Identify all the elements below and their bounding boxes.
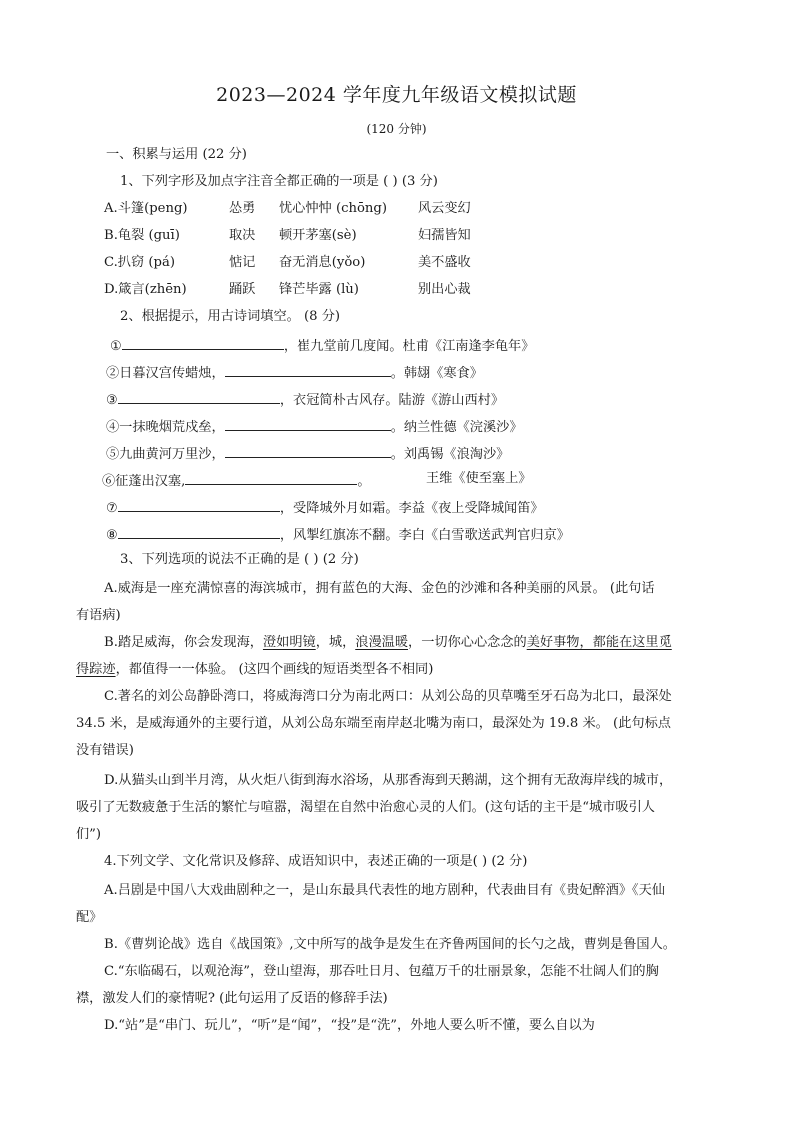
option-word: 忧心忡忡 (chōng) xyxy=(279,201,387,216)
answer-blank[interactable] xyxy=(118,389,280,404)
poem-line: ②日暮汉宫传蜡烛， 。韩翃《寒食》 xyxy=(106,362,483,383)
option-word: 惦记 xyxy=(229,255,256,270)
underlined-phrase: 美好事物，都能在这里觅 xyxy=(526,635,672,650)
underlined-phrase: 浪漫温暖 xyxy=(355,635,409,650)
q3-option-d-line3: 们”) xyxy=(76,827,102,842)
poem-line: ③ ，衣冠简朴古风存。陆游《游山西村》 xyxy=(106,389,504,410)
q4-option-b-line1: B.《曹刿论战》选自《战国策》,文中所写的战争是发生在齐鲁两国间的长勺之战，曹刿是鲁国人。 xyxy=(104,937,676,952)
answer-blank[interactable] xyxy=(185,470,357,485)
answer-blank[interactable] xyxy=(225,443,391,458)
option-word: 锋芒毕露 (lù) xyxy=(279,282,359,297)
q3-option-d-line2: 吸引了无数疲惫于生活的繁忙与喧嚣，渴望在自然中治愈心灵的人们。(这句话的主干是“城市吸引人 xyxy=(76,800,655,815)
answer-blank[interactable] xyxy=(225,362,391,377)
option-word: 取决 xyxy=(229,228,256,243)
underlined-phrase: 得踪迹 xyxy=(76,662,116,677)
q3-option-d-line1: D.从猫头山到半月湾，从火炬八街到海水浴场，从那香海到天鹅湖，这个拥有无敌海岸线的城市， xyxy=(104,773,673,788)
poem-line: ④一抹晚烟荒戍垒， 。纳兰性德《浣溪沙》 xyxy=(106,416,523,437)
q3-option-c-line3: 没有错误) xyxy=(76,743,134,758)
poem-line: ⑦ ，受降城外月如霜。李益《夜上受降城闻笛》 xyxy=(106,497,544,518)
option-word: 怂勇 xyxy=(229,201,256,216)
q1-option-d: D.箴言(zhēn) xyxy=(104,282,187,297)
option-word: 别出心裁 xyxy=(418,282,471,297)
q3-option-b-line1: B.踏足威海，你会发现海，澄如明镜，城，浪漫温暖，一切你心心念念的美好事物，都能在这里觅 xyxy=(104,635,672,650)
q4-option-a-line2: 配》 xyxy=(76,910,103,925)
q1-option-c: C.扒窃 (pá) xyxy=(104,255,175,270)
poem-line: ⑤九曲黄河万里沙， 。刘禹锡《浪淘沙》 xyxy=(106,443,509,464)
q2-stem: 2、根据提示，用古诗词填空。 (8 分) xyxy=(120,309,341,324)
q4-option-c-line1: C.“东临碣石，以观沧海”，登山望海，那吞吐日月、包蕴万千的壮丽景象，怎能不壮阔人们的胸 xyxy=(104,964,659,979)
q3-option-b-line2: 得踪迹，都值得一一体验。 (这四个画线的短语类型各不相同) xyxy=(76,662,434,677)
q1-stem: 1、下列字形及加点字注音全都正确的一项是 ( ) (3 分) xyxy=(120,174,438,189)
underlined-phrase: 澄如明镜 xyxy=(262,635,316,650)
q3-option-a-line2: 有语病) xyxy=(76,608,121,623)
option-word: 奋无消息(yǒo) xyxy=(279,255,366,270)
exam-duration: (120 分钟) xyxy=(366,122,427,136)
poem-source: 王维《使至塞上》 xyxy=(426,471,532,486)
q1-option-b: B.龟裂 (guī) xyxy=(104,228,180,243)
answer-blank[interactable] xyxy=(118,524,280,539)
answer-blank[interactable] xyxy=(225,416,391,431)
poem-line: ⑧ ，风掣红旗冻不翻。李白《白雪歌送武判官归京》 xyxy=(106,524,570,545)
poem-line: ① ，崔九堂前几度闻。杜甫《江南逢李龟年》 xyxy=(110,335,534,356)
q3-option-c-line2: 34.5 米，是威海通外的主要行道，从刘公岛东端至南岸赵北嘴为南口，最深处为 19.8 米。 (此句标点 xyxy=(76,716,671,731)
option-word: 踊跃 xyxy=(229,282,256,297)
q3-option-c-line1: C.著名的刘公岛静卧湾口，将威海湾口分为南北两口：从刘公岛的贝草嘴至牙石岛为北口，最深处 xyxy=(104,689,672,704)
option-word: 风云变幻 xyxy=(418,201,471,216)
q4-option-d-line1: D.“站”是“串门、玩儿”，“听”是“闻”，“投”是“洗”，外地人要么听不懂，要么自以为 xyxy=(104,1018,595,1033)
q4-option-a-line1: A.吕剧是中国八大戏曲剧种之一，是山东最具代表性的地方剧种，代表曲目有《贵妃醉酒》《天仙 xyxy=(104,883,665,898)
q1-option-a xyxy=(104,200,188,218)
answer-blank[interactable] xyxy=(118,497,280,512)
q3-stem: 3、下列选项的说法不正确的是 ( ) (2 分) xyxy=(120,552,359,567)
option-word: 妇孺皆知 xyxy=(418,228,471,243)
option-label: A.斗篷(peng) xyxy=(104,201,188,216)
section-heading: 一、积累与运用 (22 分) xyxy=(106,147,247,162)
q3-option-a-line1: A.威海是一座充满惊喜的海滨城市，拥有蓝色的大海、金色的沙滩和各种美丽的风景。 (此句话 xyxy=(104,581,655,596)
poem-line: ⑥征蓬出汉塞, 。 xyxy=(102,470,371,491)
answer-blank[interactable] xyxy=(122,335,284,350)
page-title: 2023—2024 学年度九年级语文模拟试题 xyxy=(216,84,577,106)
q4-stem: 4.下列文学、文化常识及修辞、成语知识中，表述正确的一项是( ) (2 分) xyxy=(104,854,528,869)
option-word: 顿开茅塞(sè) xyxy=(279,228,357,243)
option-word: 美不盛收 xyxy=(418,255,471,270)
q4-option-c-line2: 襟，激发人们的豪情呢? (此句运用了反语的修辞手法) xyxy=(76,991,388,1006)
